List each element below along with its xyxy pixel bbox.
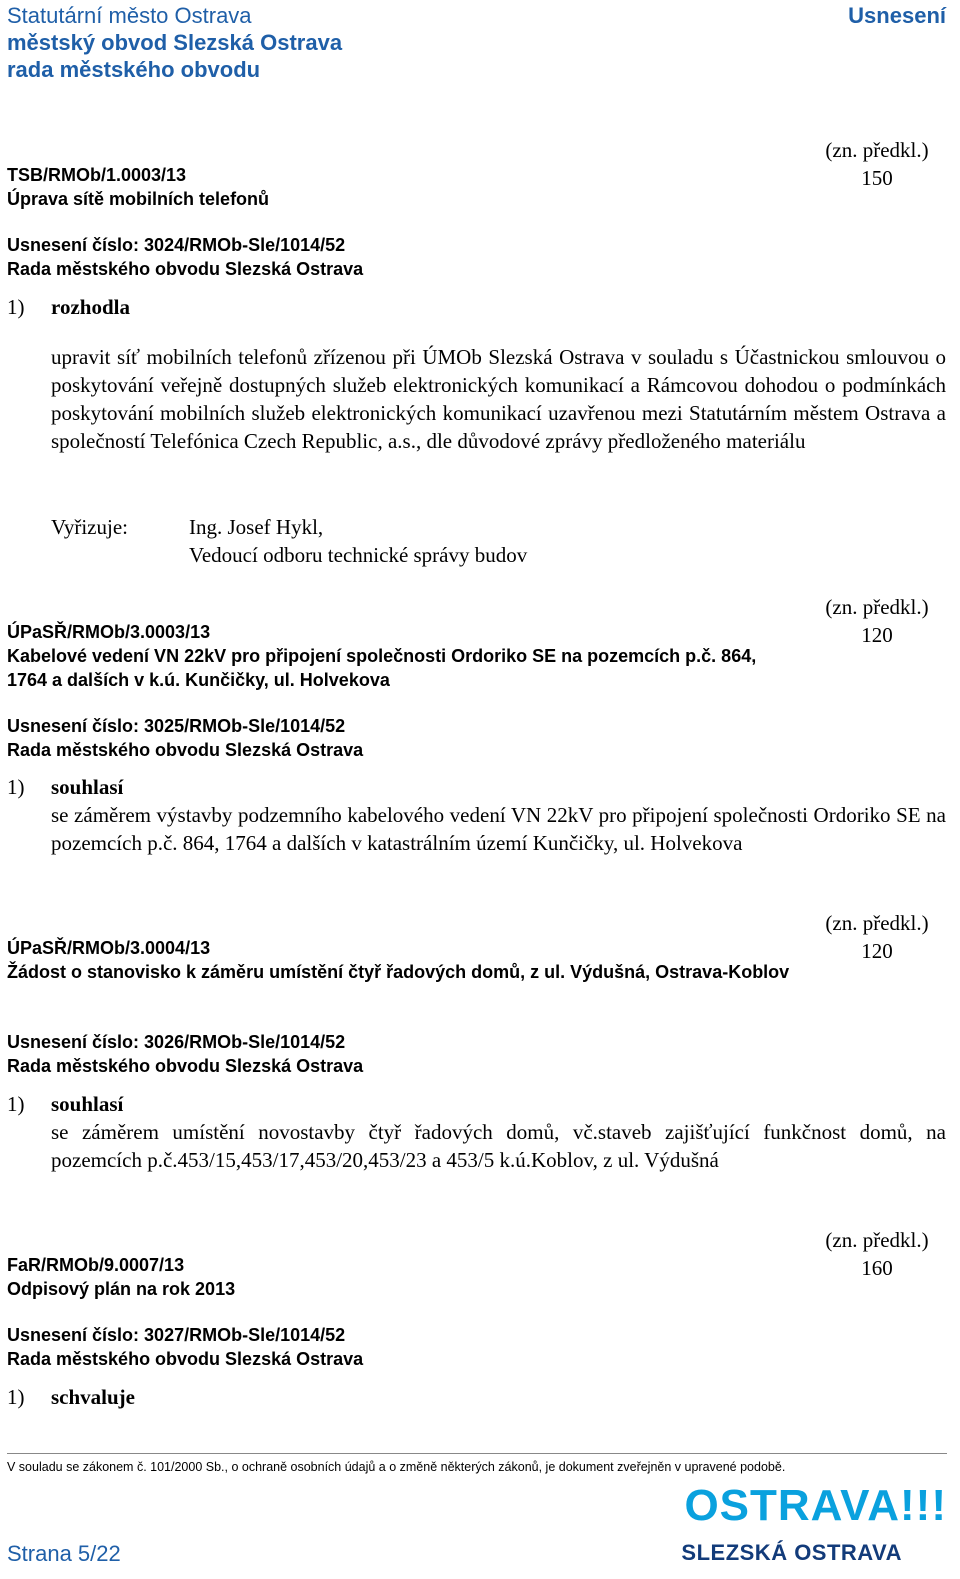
zn-predkl-label: (zn. předkl.) [825,595,929,619]
council-label: Rada městského obvodu Slezská Ostrava [7,1056,364,1076]
resolution-number: Usnesení číslo: 3026/RMOb-Sle/1014/52 [7,1032,346,1052]
zn-predkl-value: 120 [861,939,893,963]
resolution-verb: souhlasí [51,775,124,799]
zn-predkl-value: 120 [861,623,893,647]
document-type: Usnesení [848,3,946,28]
resolution-text: se záměrem umístění novostavby čtyř řadových domů, vč.staveb zajišťující funkčnost domů, na pozemcích p.č.453/15,453/17,453/20,453/23 a 453/5 k.ú.Koblov, z ul. Výdušná [51,1120,946,1172]
zn-predkl-label: (zn. předkl.) [825,911,929,935]
item-code: ÚPaSŘ/RMOb/3.0003/13 [7,622,211,642]
resolution-verb: rozhodla [51,295,130,319]
council-label: Rada městského obvodu Slezská Ostrava [7,1349,364,1369]
item-code: ÚPaSŘ/RMOb/3.0004/13 [7,938,211,958]
resolution-text: upravit síť mobilních telefonů zřízenou při ÚMOb Slezská Ostrava v souladu s Účastnickou smlouvou o poskytování veřejně dostupných služeb elektronických komunikací a Rámcovou dohodou o podmínkách poskytování mobilních služeb elektronických komunikací uzavřenou mezi Statutárním městem Ostrava a společností Telefónica Czech Republic, a.s., dle důvodové zprávy předloženého materiálu [51,345,946,453]
zn-predkl-label: (zn. předkl.) [825,138,929,162]
resolution-verb: souhlasí [51,1092,124,1116]
resolution-text: se záměrem výstavby podzemního kabelového vedení VN 22kV pro připojení společnosti Ordoriko SE na pozemcích p.č. 864, 1764 a dalších v katastrálním území Kunčičky, ul. Holvekova [51,803,946,855]
handler-role: Vedoucí odboru technické správy budov [189,543,528,567]
item-code: FaR/RMOb/9.0007/13 [7,1255,185,1275]
point-number: 1) [7,1385,25,1409]
district-logo-text: SLEZSKÁ OSTRAVA [681,1540,902,1565]
item-title: Odpisový plán na rok 2013 [7,1279,236,1299]
page-number: Strana 5/22 [7,1541,121,1566]
footer-divider [7,1453,947,1454]
point-number: 1) [7,775,25,799]
item-title: Úprava sítě mobilních telefonů [7,189,270,209]
resolution-number: Usnesení číslo: 3024/RMOb-Sle/1014/52 [7,235,346,255]
ostrava-logo: OSTRAVA!!! [684,1481,947,1530]
city-name: Statutární město Ostrava [7,3,252,28]
zn-predkl-label: (zn. předkl.) [825,1228,929,1252]
council-label: Rada městského obvodu Slezská Ostrava [7,259,364,279]
item-title: Žádost o stanovisko k záměru umístění čtyř řadových domů, z ul. Výdušná, Ostrava-Koblov [7,962,790,982]
handler-label: Vyřizuje: [51,515,128,539]
point-number: 1) [7,1092,25,1116]
council-name: rada městského obvodu [7,57,261,82]
council-label: Rada městského obvodu Slezská Ostrava [7,740,364,760]
resolution-number: Usnesení číslo: 3025/RMOb-Sle/1014/52 [7,716,346,736]
zn-predkl-value: 150 [861,166,893,190]
item-code: TSB/RMOb/1.0003/13 [7,165,187,185]
resolution-number: Usnesení číslo: 3027/RMOb-Sle/1014/52 [7,1325,346,1345]
zn-predkl-value: 160 [861,1256,893,1280]
resolution-verb: schvaluje [51,1385,135,1409]
point-number: 1) [7,295,25,319]
privacy-notice: V souladu se zákonem č. 101/2000 Sb., o ochraně osobních údajů a o změně některých zákonů, je dokument zveřejněn v upravené podobě. [7,1460,786,1474]
item-title: Kabelové vedení VN 22kV pro připojení společnosti Ordoriko SE na pozemcích p.č. 864, 1764 a dalších v k.ú. Kunčičky, ul. Holvekova [7,646,757,690]
handler-name: Ing. Josef Hykl, [189,515,324,539]
district-name: městský obvod Slezská Ostrava [7,30,343,55]
